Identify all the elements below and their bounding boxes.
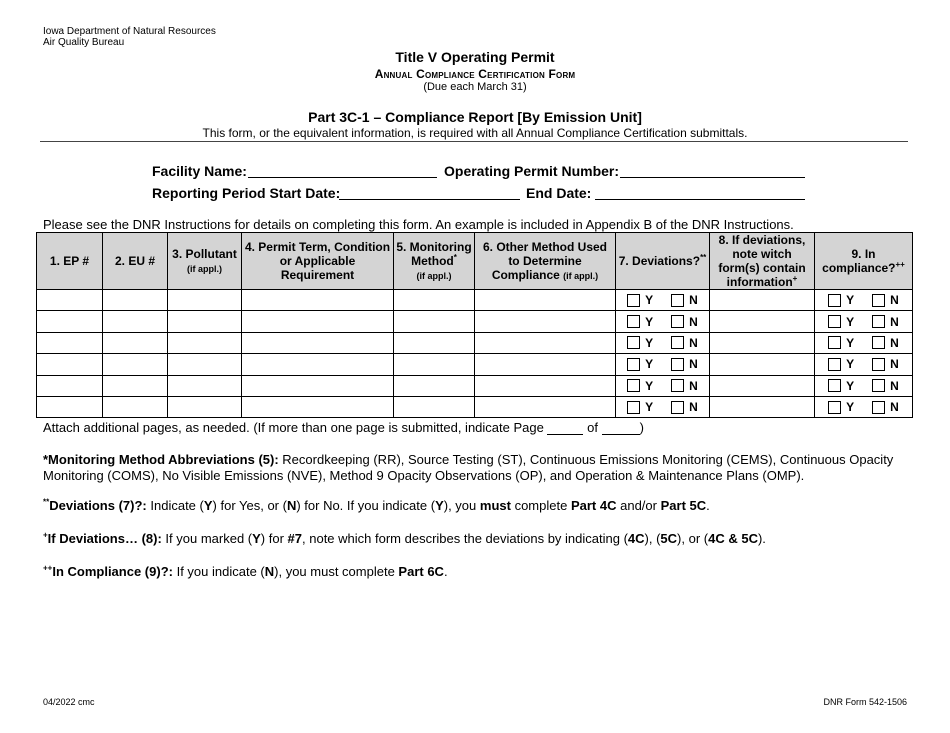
table-cell[interactable] xyxy=(103,311,168,332)
yes-label: Y xyxy=(645,400,654,415)
end-date-label: End Date: xyxy=(526,185,592,201)
table-row xyxy=(37,396,913,417)
no-label: N xyxy=(890,314,899,329)
yes-label: Y xyxy=(846,335,855,350)
yes-checkbox[interactable] xyxy=(828,315,841,328)
attach-pages-note: Attach additional pages, as needed. (If more than one page is submitted, indicate Page of ) xyxy=(43,420,644,435)
no-checkbox[interactable] xyxy=(671,358,684,371)
col-ep: 1. EP # xyxy=(37,233,103,290)
table-cell[interactable] xyxy=(168,311,242,332)
table-header-row xyxy=(37,233,913,290)
table-cell[interactable] xyxy=(710,396,815,417)
table-row xyxy=(37,375,913,396)
col-in-compliance: 9. In compliance?++ xyxy=(815,233,913,290)
part-description: This form, or the equivalent information, is required with all Annual Compliance Certification submittals. xyxy=(202,126,748,140)
col-deviation-forms: 8. If deviations, note witch form(s) contain information+ xyxy=(710,233,815,290)
compliance-table xyxy=(36,232,913,418)
yes-label: Y xyxy=(846,293,855,308)
in-compliance-note: ++In Compliance (9)?: If you indicate (N), you must complete Part 6C. xyxy=(43,563,448,579)
table-cell[interactable] xyxy=(168,290,242,311)
deviations-cell[interactable] xyxy=(616,290,710,311)
table-cell[interactable] xyxy=(710,332,815,353)
permit-number-label: Operating Permit Number: xyxy=(444,163,620,179)
no-label: N xyxy=(890,378,899,393)
if-deviations-note: +If Deviations… (8): If you marked (Y) for #7, note which form describes the deviations by indicating (4C), (5C), or (4C & 5C). xyxy=(43,530,766,546)
table-cell[interactable] xyxy=(475,354,616,375)
no-label: N xyxy=(689,378,698,393)
col-deviations: 7. Deviations?** xyxy=(616,233,710,290)
yes-label: Y xyxy=(846,378,855,393)
agency-block xyxy=(43,26,216,48)
no-checkbox[interactable] xyxy=(671,294,684,307)
no-label: N xyxy=(689,335,698,350)
table-cell[interactable] xyxy=(394,375,475,396)
table-cell[interactable] xyxy=(242,354,394,375)
table-cell[interactable] xyxy=(103,332,168,353)
yes-label: Y xyxy=(846,357,855,372)
agency-name: Iowa Department of Natural Resources xyxy=(43,26,216,37)
table-cell[interactable] xyxy=(168,396,242,417)
footer-date-code: 04/2022 cmc xyxy=(43,697,95,707)
table-cell[interactable] xyxy=(475,332,616,353)
form-title: Title V Operating Permit xyxy=(395,49,555,65)
no-label: N xyxy=(890,335,899,350)
form-subtitle: Annual Compliance Certification Form xyxy=(374,67,576,81)
col-pollutant: 3. Pollutant (if appl.) xyxy=(168,233,242,290)
table-cell[interactable] xyxy=(475,311,616,332)
table-cell[interactable] xyxy=(37,290,103,311)
yes-label: Y xyxy=(645,335,654,350)
table-cell[interactable] xyxy=(168,332,242,353)
no-checkbox[interactable] xyxy=(872,336,885,349)
no-label: N xyxy=(890,293,899,308)
page-total-field[interactable] xyxy=(602,422,640,435)
yes-checkbox[interactable] xyxy=(828,336,841,349)
no-checkbox[interactable] xyxy=(872,315,885,328)
yes-label: Y xyxy=(846,400,855,415)
table-cell[interactable] xyxy=(103,375,168,396)
no-checkbox[interactable] xyxy=(872,401,885,414)
monitoring-abbreviations-note: *Monitoring Method Abbreviations (5): Recordkeeping (RR), Source Testing (ST), Continuous Emissions Monitoring (CEMS), Continuous Opacity Monitoring (COMS), No Visible Emissions (NVE), Method 9 Opacity Observations (OP), and Operation & Maintenance Plans (OMP). xyxy=(43,452,894,483)
yes-checkbox[interactable] xyxy=(627,358,640,371)
table-cell[interactable] xyxy=(394,396,475,417)
table-cell[interactable] xyxy=(37,332,103,353)
yes-checkbox[interactable] xyxy=(828,401,841,414)
table-cell[interactable] xyxy=(475,290,616,311)
table-cell[interactable] xyxy=(103,290,168,311)
table-cell[interactable] xyxy=(37,375,103,396)
table-cell[interactable] xyxy=(242,396,394,417)
part-title: Part 3C-1 – Compliance Report [By Emission Unit] xyxy=(308,109,642,125)
compliance-cell[interactable] xyxy=(815,396,913,417)
due-date-note: (Due each March 31) xyxy=(423,81,527,93)
yes-checkbox[interactable] xyxy=(627,336,640,349)
table-cell[interactable] xyxy=(37,396,103,417)
yes-label: Y xyxy=(645,357,654,372)
footer-form-number: DNR Form 542-1506 xyxy=(823,697,907,707)
table-cell[interactable] xyxy=(242,375,394,396)
instructions-text: Please see the DNR Instructions for details on completing this form. An example is included in Appendix B of the DNR Instructions. xyxy=(43,217,794,232)
table-cell[interactable] xyxy=(710,311,815,332)
deviations-cell[interactable] xyxy=(616,396,710,417)
no-checkbox[interactable] xyxy=(671,401,684,414)
yes-checkbox[interactable] xyxy=(627,294,640,307)
deviations-cell[interactable] xyxy=(616,375,710,396)
yes-label: Y xyxy=(645,314,654,329)
facility-name-field[interactable] xyxy=(248,177,437,178)
deviations-note: **Deviations (7)?: Indicate (Y) for Yes, or (N) for No. If you indicate (Y), you must complete Part 4C and/or Part 5C. xyxy=(43,497,710,513)
end-date-field[interactable] xyxy=(595,199,805,200)
no-checkbox[interactable] xyxy=(671,315,684,328)
yes-label: Y xyxy=(645,293,654,308)
no-label: N xyxy=(890,357,899,372)
no-label: N xyxy=(689,357,698,372)
table-cell[interactable] xyxy=(103,396,168,417)
compliance-cell[interactable] xyxy=(815,290,913,311)
compliance-cell[interactable] xyxy=(815,375,913,396)
table-cell[interactable] xyxy=(475,375,616,396)
compliance-cell[interactable] xyxy=(815,311,913,332)
table-row xyxy=(37,290,913,311)
yes-checkbox[interactable] xyxy=(828,379,841,392)
table-cell[interactable] xyxy=(242,311,394,332)
table-row xyxy=(37,311,913,332)
no-label: N xyxy=(689,314,698,329)
facility-name-label: Facility Name: xyxy=(152,163,247,179)
yes-checkbox[interactable] xyxy=(627,401,640,414)
no-label: N xyxy=(689,400,698,415)
yes-label: Y xyxy=(846,314,855,329)
header-divider xyxy=(40,141,908,142)
compliance-cell[interactable] xyxy=(815,354,913,375)
table-cell[interactable] xyxy=(242,290,394,311)
table-cell[interactable] xyxy=(242,332,394,353)
no-label: N xyxy=(689,293,698,308)
yes-checkbox[interactable] xyxy=(828,358,841,371)
period-start-label: Reporting Period Start Date: xyxy=(152,185,341,201)
deviations-cell[interactable] xyxy=(616,332,710,353)
table-row xyxy=(37,332,913,353)
deviations-cell[interactable] xyxy=(616,354,710,375)
table-cell[interactable] xyxy=(710,375,815,396)
no-checkbox[interactable] xyxy=(671,336,684,349)
table-cell[interactable] xyxy=(37,311,103,332)
no-checkbox[interactable] xyxy=(872,294,885,307)
period-start-field[interactable] xyxy=(339,199,520,200)
table-cell[interactable] xyxy=(394,290,475,311)
no-label: N xyxy=(890,400,899,415)
no-checkbox[interactable] xyxy=(671,379,684,392)
table-cell[interactable] xyxy=(710,354,815,375)
yes-checkbox[interactable] xyxy=(627,315,640,328)
table-cell[interactable] xyxy=(168,354,242,375)
col-permit-term: 4. Permit Term, Condition or Applicable Requirement xyxy=(242,233,394,290)
col-other-method: 6. Other Method Used to Determine Compliance (if appl.) xyxy=(475,233,616,290)
permit-number-field[interactable] xyxy=(620,177,805,178)
table-cell[interactable] xyxy=(103,354,168,375)
table-cell[interactable] xyxy=(168,375,242,396)
deviations-cell[interactable] xyxy=(616,311,710,332)
no-checkbox[interactable] xyxy=(872,379,885,392)
table-cell[interactable] xyxy=(394,354,475,375)
table-cell[interactable] xyxy=(37,354,103,375)
table-cell[interactable] xyxy=(394,332,475,353)
table-cell[interactable] xyxy=(710,290,815,311)
yes-checkbox[interactable] xyxy=(627,379,640,392)
col-monitoring-method: 5. Monitoring Method* (if appl.) xyxy=(394,233,475,290)
no-checkbox[interactable] xyxy=(872,358,885,371)
table-row xyxy=(37,354,913,375)
bureau-name: Air Quality Bureau xyxy=(43,37,125,48)
compliance-cell[interactable] xyxy=(815,332,913,353)
table-cell[interactable] xyxy=(394,311,475,332)
table-cell[interactable] xyxy=(475,396,616,417)
yes-checkbox[interactable] xyxy=(828,294,841,307)
col-eu: 2. EU # xyxy=(103,233,168,290)
page-number-field[interactable] xyxy=(547,422,583,435)
yes-label: Y xyxy=(645,378,654,393)
